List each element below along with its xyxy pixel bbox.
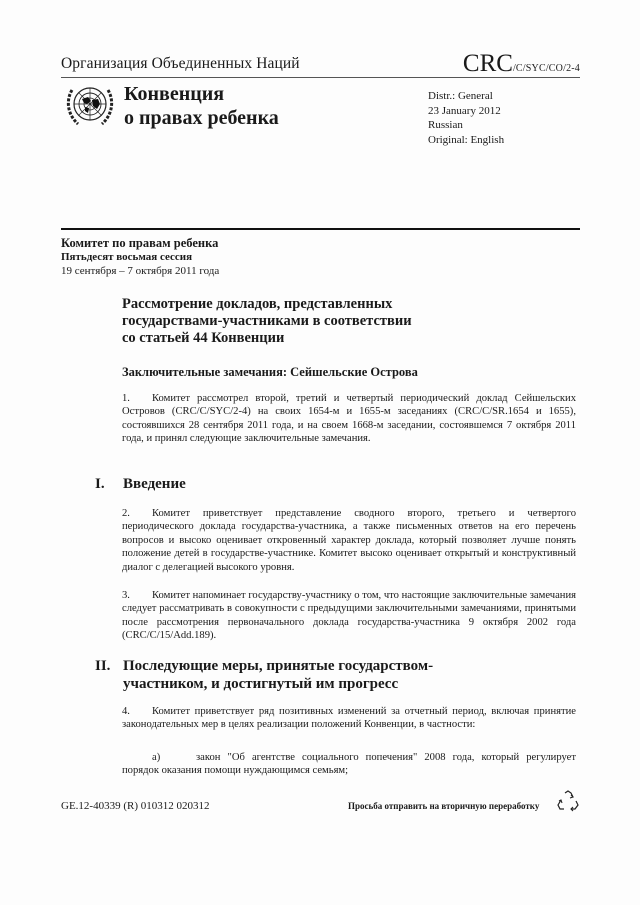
paragraph-text: Комитет приветствует представление сводного второго, третьего и четвертого периодического доклада государства-участника, а также письменных ответов на его перечень вопросов и высоко оценивает откровенный характер доклада, который позволяет лучше понять положение детей в государстве-участнике. Комитет высоко оценивает открытый и конструктивный диалог с делегацией высокого уровня. (122, 508, 576, 573)
paragraph-1 (122, 392, 576, 446)
paragraph-text: Комитет напоминает государству-участнику о том, что настоящие заключительные замечания следует рассматривать в совокупности с предыдущими заключительными замечаниями, принятыми после рассмотрения первоначального доклада государства-участника 9 октября 2002 года (CRC/C/15/Add.189). (122, 590, 576, 642)
original-language: Original: English (428, 133, 505, 146)
title-line-1: Рассмотрение докладов, представленных (122, 296, 393, 312)
distribution-block (428, 89, 504, 147)
paragraph-number: 1. (122, 393, 130, 404)
issue-date: 23 January 2012 (428, 104, 501, 117)
section-title: Введение (123, 476, 186, 492)
convention-line-1: Конвенция (124, 83, 225, 105)
paragraph-number: 3. (122, 590, 130, 601)
section-heading-2 (95, 658, 483, 693)
paragraph-4 (122, 705, 576, 732)
heading-rule (61, 228, 580, 230)
document-symbol (463, 50, 580, 78)
section-heading-1 (95, 476, 483, 494)
recycle-icon (557, 790, 579, 814)
language: Russian (428, 119, 463, 131)
section-number: II. (95, 658, 111, 674)
distribution: Distr.: General (428, 90, 493, 102)
session-name: Пятьдесят восьмая сессия (61, 251, 193, 263)
paragraph-3 (122, 589, 576, 643)
title-line-3: со статьей 44 Конвенции (122, 330, 285, 346)
paragraph-2 (122, 507, 576, 574)
recycle-note: Просьба отправить на вторичную переработку (348, 801, 540, 811)
section-number: I. (95, 476, 105, 492)
section-title: Последующие меры, принятые государством-участником, и достигнутый им прогресс (123, 658, 434, 692)
title-line-2: государствами-участниками в соответствии (122, 313, 412, 329)
paragraph-text: Комитет приветствует ряд позитивных изменений за отчетный период, включая принятие законодательных мер в целях реализации положений Конвенции, в частности: (122, 706, 576, 731)
symbol-sub: /C/SYC/CO/2-4 (512, 63, 580, 74)
paragraph-number: 2. (122, 508, 130, 519)
convention-title (124, 82, 279, 130)
header-rule (61, 77, 580, 78)
sub-item-a (122, 751, 576, 778)
committee-block (61, 236, 219, 278)
document-subtitle: Заключительные замечания: Сейшельские Острова (122, 365, 418, 379)
sub-item-text: закон "Об агентстве социального попечения" 2008 года, который регулирует порядок оказания помощи нуждающимся семьям; (122, 752, 576, 777)
convention-line-2: о правах ребенка (124, 107, 279, 129)
paragraph-text: Комитет рассмотрел второй, третий и четвертый периодический доклад Сейшельских Островов (CRC/C/SYC/2-4) на своих 1654-м и 1655-м заседаниях (CRC/C/SR.1654 и 1655), состоявшихся 28 сентября 2011 года, и на своем 1668-м заседании, состоявшемся 7 октября 2011 года, и принял следующие заключительные замечания. (122, 393, 576, 445)
organization-name: Организация Объединенных Наций (61, 55, 300, 72)
un-emblem-icon (64, 82, 116, 128)
sub-item-letter: a) (152, 752, 161, 763)
document-title (122, 296, 502, 347)
job-number: GE.12-40339 (R) 010312 020312 (61, 800, 210, 812)
paragraph-number: 4. (122, 706, 130, 717)
session-dates: 19 сентября – 7 октября 2011 года (61, 265, 220, 277)
symbol-main: CRC (462, 50, 513, 77)
committee-name: Комитет по правам ребенка (61, 236, 219, 250)
